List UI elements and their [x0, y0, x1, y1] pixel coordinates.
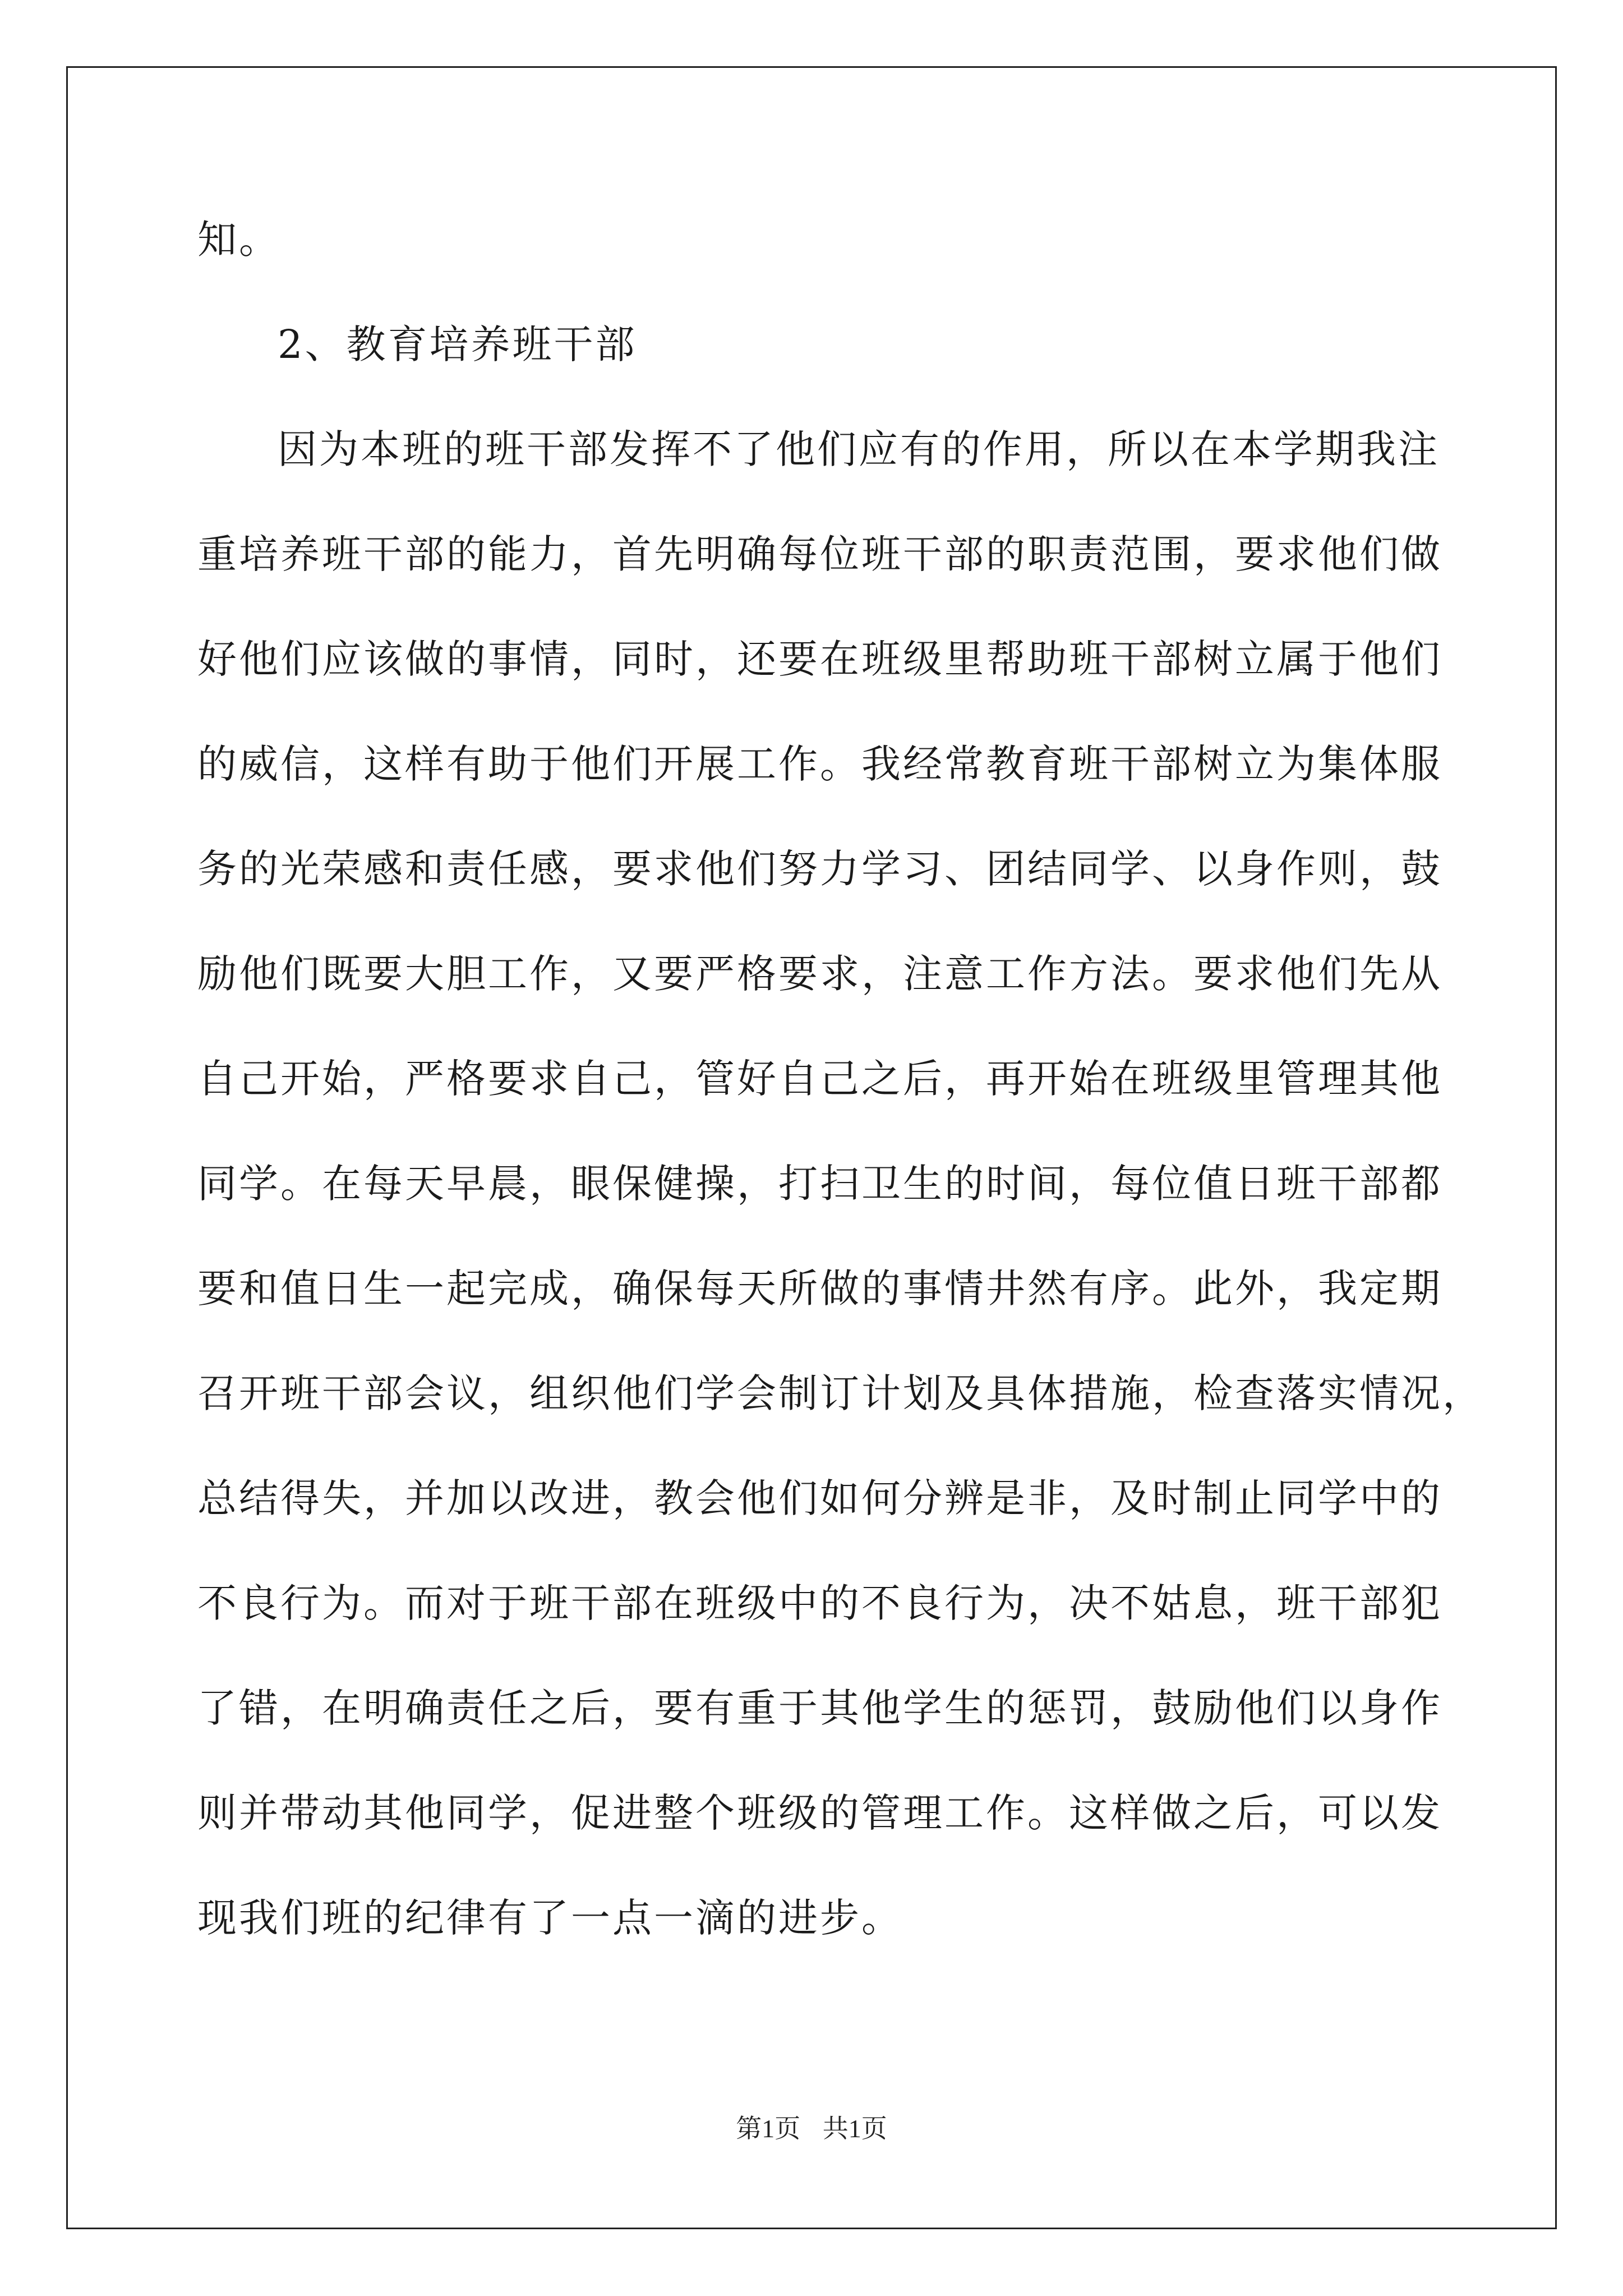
- text-line: 知。: [197, 217, 280, 263]
- text-line: 召开班干部会议，组织他们学会制订计划及具体措施，检查落实情况，: [197, 1370, 1484, 1416]
- text-line: 自己开始，严格要求自己，管好自己之后，再开始在班级里管理其他: [197, 1056, 1442, 1102]
- section-heading: 2、教育培养班干部: [278, 321, 637, 367]
- text-line: 总结得失，并加以改进，教会他们如何分辨是非，及时制止同学中的: [197, 1475, 1442, 1521]
- text-line: 好他们应该做的事情，同时，还要在班级里帮助班干部树立属于他们: [197, 636, 1442, 682]
- text-line: 因为本班的班干部发挥不了他们应有的作用，所以在本学期我注: [278, 426, 1440, 472]
- text-line: 则并带动其他同学，促进整个班级的管理工作。这样做之后，可以发: [197, 1790, 1442, 1836]
- text-line: 重培养班干部的能力，首先明确每位班干部的职责范围，要求他们做: [197, 531, 1442, 577]
- page-number: 第1页: [736, 2114, 801, 2143]
- text-line: 要和值日生一起完成，确保每天所做的事情井然有序。此外，我定期: [197, 1266, 1442, 1312]
- text-line: 了错，在明确责任之后，要有重于其他学生的惩罚，鼓励他们以身作: [197, 1685, 1442, 1731]
- text-line: 现我们班的纪律有了一点一滴的进步。: [197, 1895, 903, 1941]
- text-line: 励他们既要大胆工作，又要严格要求，注意工作方法。要求他们先从: [197, 951, 1442, 997]
- text-line: 不良行为。而对于班干部在班级中的不良行为，决不姑息，班干部犯: [197, 1580, 1442, 1626]
- text-line: 务的光荣感和责任感，要求他们努力学习、团结同学、以身作则，鼓: [197, 846, 1442, 892]
- document-body: [197, 213, 1484, 1996]
- page-footer: [0, 2112, 1623, 2146]
- text-line: 的威信，这样有助于他们开展工作。我经常教育班干部树立为集体服: [197, 741, 1442, 787]
- text-line: 同学。在每天早晨，眼保健操，打扫卫生的时间，每位值日班干部都: [197, 1161, 1442, 1207]
- page-total: 共1页: [822, 2114, 887, 2143]
